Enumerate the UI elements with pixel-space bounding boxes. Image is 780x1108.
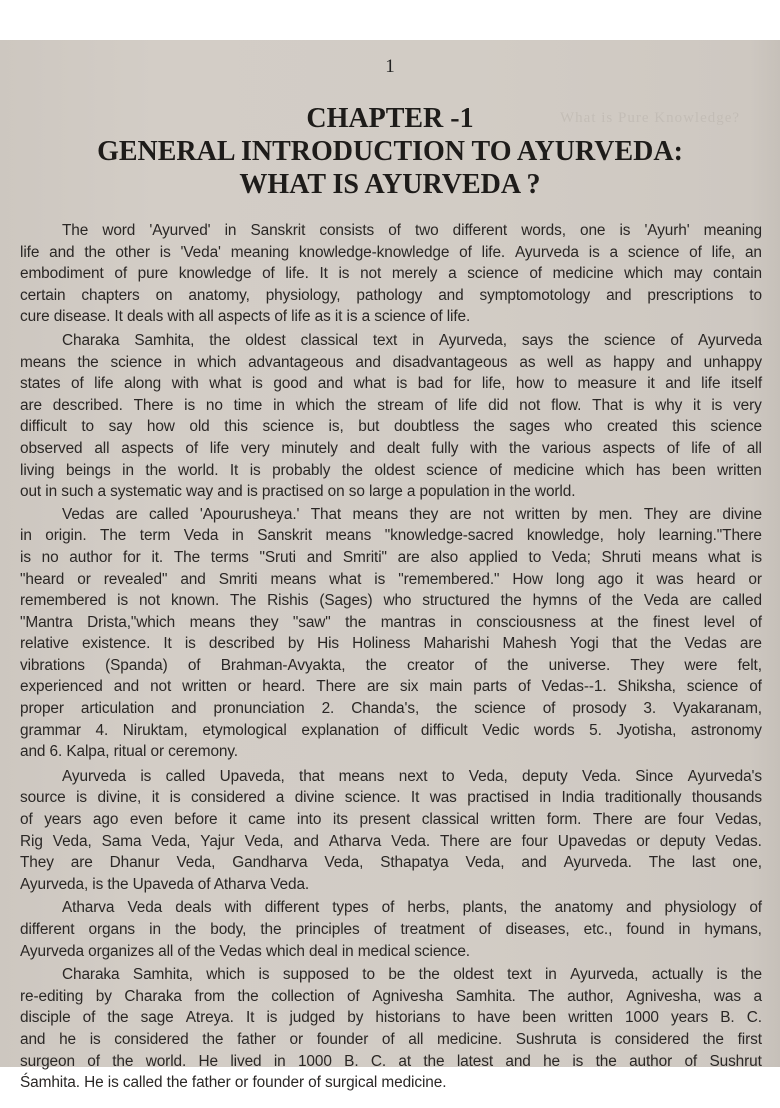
text-line: states of life along with what is good and what is bad for life, how to measure it and life itself bbox=[20, 375, 762, 393]
text-line: different organs in the body, the principles of treatment of diseases, etc., found in hymans, bbox=[20, 921, 762, 938]
paragraph bbox=[20, 766, 762, 896]
chapter-label: CHAPTER -1 bbox=[306, 103, 474, 134]
text-line: experienced and not written or heard. There are six main parts of Vedas--1. Shiksha, science of bbox=[20, 678, 762, 696]
text-line: difficult to say how old this science is, but doubtless the sages who created this science bbox=[20, 418, 762, 436]
text-line: vibrations (Spanda) of Brahman-Avyakta, the creator of the universe. They were felt, bbox=[20, 656, 762, 674]
paragraph bbox=[20, 504, 762, 763]
chapter-heading bbox=[0, 102, 780, 201]
text-line: Ayurveda is called Upaveda, that means next to Veda, deputy Veda. Since Ayurveda's bbox=[62, 767, 762, 785]
text-line: out in such a systematic way and is practised on so large a population in the world. bbox=[20, 483, 576, 501]
text-line: "Mantra Drista,"which means they "saw" the mantras in consciousness at the finest level of bbox=[20, 613, 762, 631]
text-line: Ayurveda, is the Upaveda of Atharva Veda. bbox=[20, 875, 310, 893]
text-line: Charaka Samhita, which is supposed to be the oldest text in Ayurveda, actually is the bbox=[62, 966, 762, 984]
text-line: relative existence. It is described by His Holiness Maharishi Mahesh Yogi that the Vedas are bbox=[20, 635, 762, 653]
text-line: Vedas are called 'Apourusheya.' That means they are not written by men. They are divine bbox=[62, 505, 762, 523]
text-line: source is divine, it is considered a divine science. It was practised in India traditionally thousands bbox=[20, 789, 762, 807]
text-line: Rig Veda, Sama Veda, Yajur Veda, and Atharva Veda. There are four Upavedas or deputy Vedas. bbox=[20, 832, 762, 850]
text-line: means the science in which advantageous and disadvantageous as well as happy and unhappy bbox=[20, 353, 762, 371]
text-line: proper articulation and pronunciation 2. Chanda's, the science of prosody 3. Vyakaranam, bbox=[20, 700, 762, 718]
paragraph bbox=[20, 220, 762, 328]
text-line: surgeon of the world. He lived in 1000 B. C. at the latest and he is the author of Sushrut bbox=[20, 1052, 762, 1070]
text-line: The word 'Ayurved' in Sanskrit consists of two different words, one is 'Ayurh' meaning bbox=[62, 222, 762, 239]
text-line: certain chapters on anatomy, physiology, pathology and symptomotology and prescriptions to bbox=[20, 286, 762, 304]
text-line: Charaka Samhita, the oldest classical text in Ayurveda, says the science of Ayurveda bbox=[62, 331, 762, 349]
text-line: living beings in the world. It is probably the oldest science of medicine which has been written bbox=[20, 461, 762, 479]
text-line: and 6. Kalpa, ritual or ceremony. bbox=[20, 743, 238, 761]
bleed-through-text: What is Pure Knowledge? bbox=[560, 110, 741, 126]
text-line: of years ago even before it came into its present classical written form. There are four Vedas, bbox=[20, 811, 762, 829]
text-line: life and the other is 'Veda' meaning knowledge-knowledge of life. Ayurveda is a science of life, an bbox=[20, 243, 762, 261]
text-line: and he is considered the father or founder of all medicine. Sushruta is considered the first bbox=[20, 1030, 762, 1048]
paragraph bbox=[20, 330, 762, 503]
text-line: are described. There is no time in which the stream of life did not flow. That is why it is very bbox=[20, 396, 762, 414]
text-line: grammar 4. Niruktam, etymological explanation of difficult Vedic words 5. Jyotisha, astronomy bbox=[20, 721, 762, 739]
text-line: "heard or revealed" and Smriti means what is "remembered." How long ago it was heard or bbox=[20, 570, 762, 588]
text-line: embodiment of pure knowledge of life. It is not merely a science of medicine which may contain bbox=[20, 265, 762, 283]
text-line: disciple of the sage Atreya. It is judged by historians to have been written 1000 years B. C. bbox=[20, 1009, 762, 1027]
text-line: Atharva Veda deals with different types of herbs, plants, the anatomy and physiology of bbox=[62, 899, 762, 917]
chapter-title-line-2: WHAT IS AYURVEDA ? bbox=[239, 169, 541, 200]
text-line: observed all aspects of life very minutely and dealt fully with the various aspects of life of all bbox=[20, 439, 762, 457]
text-line: in origin. The term Veda in Sanskrit means "knowledge-sacred knowledge, holy learning."There bbox=[20, 527, 762, 545]
paragraph bbox=[20, 897, 762, 962]
text-line: Ayurveda organizes all of the Vedas which deal in medical science. bbox=[20, 942, 470, 960]
paragraph bbox=[20, 964, 762, 1094]
text-line: Śamhita. He is called the father or founder of surgical medicine. bbox=[20, 1074, 447, 1092]
text-line: cure disease. It deals with all aspects of life as it is a science of life. bbox=[20, 308, 471, 326]
text-line: remembered is not known. The Rishis (Sages) who structured the hymns of the Veda are called bbox=[20, 592, 762, 610]
page-number: 1 bbox=[385, 56, 395, 77]
text-line: They are Dhanur Veda, Gandharva Veda, Sthapatya Veda, and Ayurveda. The last one, bbox=[20, 854, 762, 872]
chapter-title-line-1: GENERAL INTRODUCTION TO AYURVEDA: bbox=[97, 136, 683, 167]
text-line: re-editing by Charaka from the collection of Agnivesha Samhita. The author, Agnivesha, was a bbox=[20, 987, 762, 1005]
book-page bbox=[0, 40, 780, 1092]
text-line: is no author for it. The terms "Sruti and Smriti" are also applied to Veda; Shruti means what is bbox=[20, 548, 762, 566]
body-text bbox=[20, 220, 762, 1094]
